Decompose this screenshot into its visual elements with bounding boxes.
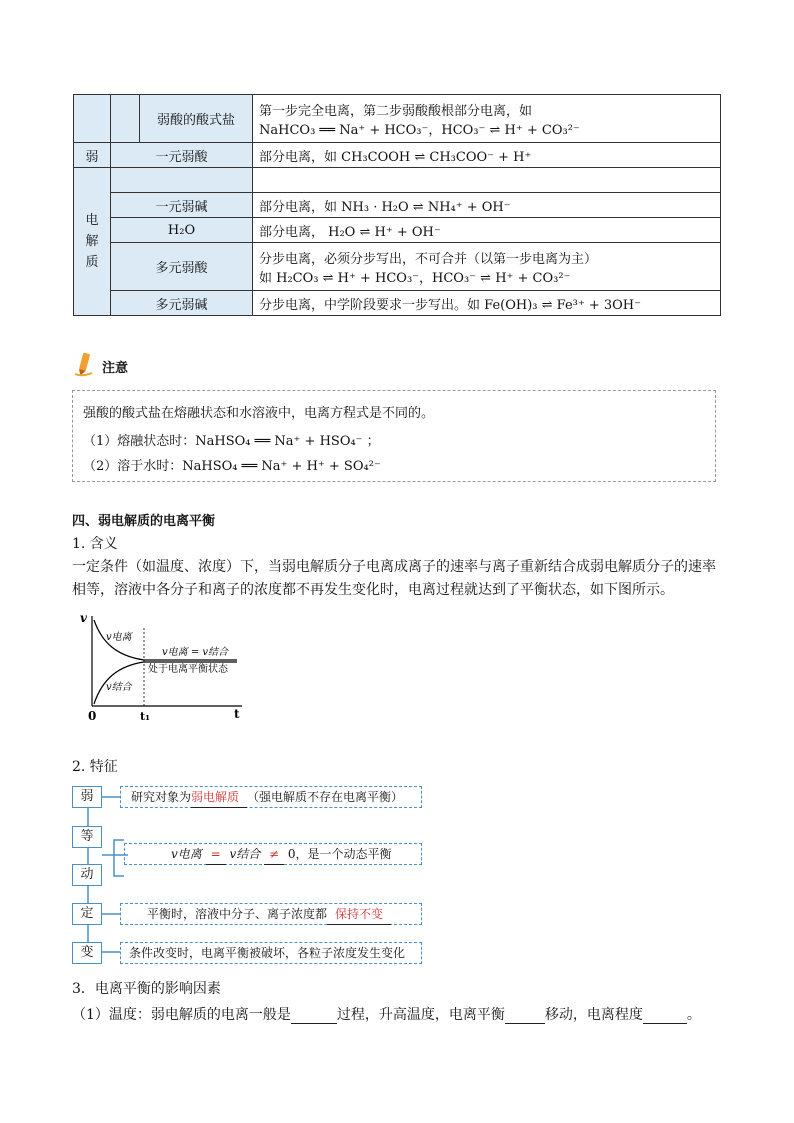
paragraph bbox=[72, 1004, 701, 1024]
feature-text: v电离 bbox=[171, 847, 202, 861]
row-name: 一元弱酸 bbox=[111, 143, 253, 168]
feature-desc-change: 条件改变时，电离平衡被破坏，各粒子浓度发生变化 bbox=[120, 942, 422, 964]
row-name: 一元弱碱 bbox=[111, 193, 253, 218]
row-name: 弱酸的酸式盐 bbox=[140, 95, 253, 143]
row-desc: 部分电离，如 NH₃ · H₂O ⇌ NH₄⁺ + OH⁻ bbox=[253, 193, 721, 218]
feature-key-dynamic: 动 bbox=[72, 864, 102, 886]
state-label: 处于电离平衡状态 bbox=[148, 664, 228, 675]
row-desc-empty bbox=[253, 168, 721, 193]
subheading: 3．电离平衡的影响因素 bbox=[72, 981, 221, 997]
table-side-cell bbox=[74, 95, 111, 143]
note-box bbox=[72, 390, 716, 482]
table-sub-cell bbox=[111, 95, 140, 143]
paragraph: 相等，溶液中各分子和离子的浓度都不再发生变化时，电离过程就达到了平衡状态，如下图所示。 bbox=[72, 582, 674, 598]
side-char: 解 bbox=[85, 234, 99, 249]
equilibrium-graph bbox=[72, 608, 252, 726]
factor-text: 移动，电离程度 bbox=[544, 1007, 643, 1023]
subheading: 1. 含义 bbox=[72, 536, 118, 552]
feature-text: （强电解质不存在电离平衡） bbox=[247, 790, 404, 804]
row-name-empty bbox=[111, 168, 253, 193]
feature-text: v结合 bbox=[229, 847, 261, 861]
note-line: （1）熔融状态时：NaHSO₄ ══ Na⁺ + HSO₄⁻ ； bbox=[83, 434, 380, 449]
feature-key-weak: 弱 bbox=[72, 786, 102, 808]
y-axis-label: v bbox=[80, 611, 87, 625]
feature-desc-weak bbox=[120, 786, 422, 808]
row-desc-line: 第一步完全电离，第二步弱酸酸根部分电离，如 bbox=[259, 103, 533, 119]
factor-text: 过程，升高温度，电离平衡 bbox=[336, 1007, 505, 1023]
feature-answer: ≠ bbox=[264, 844, 284, 865]
row-desc: 分步电离，中学阶段要求一步写出。如 Fe(OH)₃ ⇌ Fe³⁺ + 3OH⁻ bbox=[253, 291, 721, 316]
pencil-icon bbox=[72, 352, 98, 378]
row-desc bbox=[253, 95, 721, 143]
v-comb-label: v结合 bbox=[106, 682, 132, 693]
row-desc-line: 如 H₂CO₃ ⇌ H⁺ + HCO₃⁻，HCO₃⁻ ⇌ H⁺ + CO₃²⁻ bbox=[259, 270, 571, 286]
row-desc: 部分电离， H₂O ⇌ H⁺ + OH⁻ bbox=[253, 218, 721, 243]
section-title: 四、弱电解质的电离平衡 bbox=[72, 514, 216, 529]
row-desc-line: NaHCO₃ ══ Na⁺ + HCO₃⁻，HCO₃⁻ ⇌ H⁺ + CO₃²⁻ bbox=[259, 122, 580, 138]
feature-answer: 弱电解质 bbox=[191, 787, 247, 808]
feature-key-equal: 等 bbox=[72, 826, 102, 848]
electrolyte-table bbox=[73, 94, 721, 316]
feature-text: 研究对象为 bbox=[131, 790, 192, 804]
feature-desc-equal bbox=[124, 843, 422, 865]
paragraph: 一定条件（如温度、浓度）下，当弱电解质分子电离成离子的速率与离子重新结合成弱电解质分子的速率 bbox=[72, 559, 716, 575]
feature-arrows bbox=[102, 795, 122, 955]
row-name: H₂O bbox=[111, 218, 253, 243]
feature-text: 平衡时，溶液中分子、离子浓度都 bbox=[147, 907, 328, 921]
side-char: 电 bbox=[85, 213, 99, 228]
table-side-weak: 弱 bbox=[74, 143, 111, 168]
note-line: （2）溶于水时：NaHSO₄ ══ Na⁺ + H⁺ + SO₄²⁻ bbox=[83, 459, 381, 474]
subheading: 2. 特征 bbox=[72, 759, 118, 775]
feature-answer: 保持不变 bbox=[327, 904, 391, 925]
feature-key-fixed: 定 bbox=[72, 903, 102, 925]
origin-label: 0 bbox=[88, 709, 97, 723]
side-char: 质 bbox=[85, 255, 99, 270]
row-name: 多元弱酸 bbox=[111, 243, 253, 291]
feature-key-change: 变 bbox=[72, 942, 102, 964]
feature-answer: = bbox=[206, 844, 226, 865]
feature-desc-fixed bbox=[120, 903, 422, 925]
answer-blank[interactable] bbox=[291, 1007, 337, 1024]
t1-label: t₁ bbox=[140, 710, 150, 723]
note-title: 注意 bbox=[102, 361, 129, 376]
answer-blank[interactable] bbox=[505, 1007, 545, 1024]
row-name: 多元弱碱 bbox=[111, 291, 253, 316]
feature-text: 0，是一个动态平衡 bbox=[287, 847, 392, 861]
note-line: 强酸的酸式盐在熔融状态和水溶液中，电离方程式是不同的。 bbox=[83, 406, 435, 421]
equation-label: v电离 = v结合 bbox=[162, 647, 229, 658]
row-desc bbox=[253, 243, 721, 291]
table-side-electrolyte bbox=[74, 168, 111, 316]
factor-text: 。 bbox=[686, 1007, 701, 1023]
row-desc: 部分电离，如 CH₃COOH ⇌ CH₃COO⁻ + H⁺ bbox=[253, 143, 721, 168]
row-desc-line: 分步电离，必须分步写出，不可合并（以第一步电离为主） bbox=[259, 251, 598, 267]
v-ion-label: v电离 bbox=[106, 632, 132, 643]
factor-text: （1）温度：弱电解质的电离一般是 bbox=[72, 1007, 291, 1023]
answer-blank[interactable] bbox=[643, 1007, 687, 1024]
x-axis-label: t bbox=[234, 707, 240, 721]
